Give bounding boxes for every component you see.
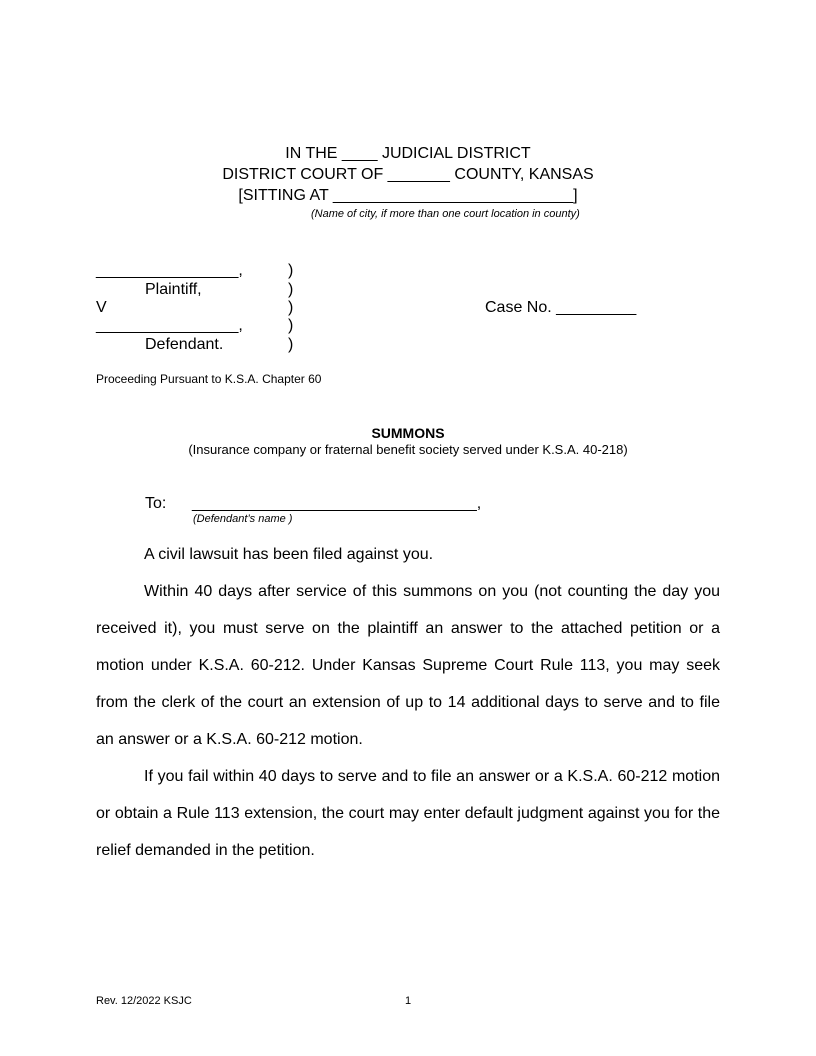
versus-label: V — [96, 299, 107, 316]
defendant-label: Defendant. — [145, 336, 224, 353]
caption-paren: ) — [288, 262, 294, 279]
case-number: Case No. _________ — [485, 299, 637, 316]
defendant-name-blank: ________________, — [96, 317, 243, 334]
document-title: SUMMONS — [371, 425, 445, 441]
to-label: To: — [145, 495, 167, 512]
revision-footer: Rev. 12/2022 KSJC — [96, 995, 192, 1007]
defendant-name-field: ________________________________, — [192, 495, 482, 512]
paragraph-text: A civil lawsuit has been filed against you. — [144, 546, 434, 563]
body-paragraph — [96, 536, 720, 573]
caption-paren: ) — [288, 281, 294, 298]
defendant-name-hint: (Defendant’s name ) — [193, 513, 293, 525]
plaintiff-name-blank: ________________, — [96, 262, 243, 279]
caption-paren: ) — [288, 336, 294, 353]
page-number: 1 — [405, 995, 412, 1007]
caption-paren: ) — [288, 299, 294, 316]
proceeding-statute: Proceeding Pursuant to K.S.A. Chapter 60 — [96, 372, 322, 386]
plaintiff-label: Plaintiff, — [145, 281, 202, 298]
court-header-line-1: IN THE ____ JUDICIAL DISTRICT — [285, 145, 531, 162]
court-header-line-2: DISTRICT COURT OF _______ COUNTY, KANSAS — [222, 166, 594, 183]
document-subtitle: (Insurance company or fraternal benefit society served under K.S.A. 40-218) — [188, 442, 628, 457]
court-location-note: (Name of city, if more than one court location in county) — [311, 208, 580, 220]
court-header-line-3: [SITTING AT ___________________________] — [238, 187, 578, 204]
caption-paren: ) — [288, 317, 294, 334]
paragraph-text: Within 40 days after service of this summons on you (not counting the day you received it), you must serve on the plaintiff an answer to the attached petition or a motion under K.S.A. 60-212. Under Kansas Supreme Court Rule 113, you may seek from the clerk of the court an extension of up to 14 additional days to serve and to file an answer or a K.S.A. 60-212 motion. — [96, 583, 720, 748]
paragraph-text: If you fail within 40 days to serve and to file an answer or a K.S.A. 60-212 motion or obtain a Rule 113 extension, the court may enter default judgment against you for the relief demanded in the petition. — [96, 768, 720, 859]
body-paragraph — [96, 573, 720, 758]
body-paragraph — [96, 758, 720, 869]
